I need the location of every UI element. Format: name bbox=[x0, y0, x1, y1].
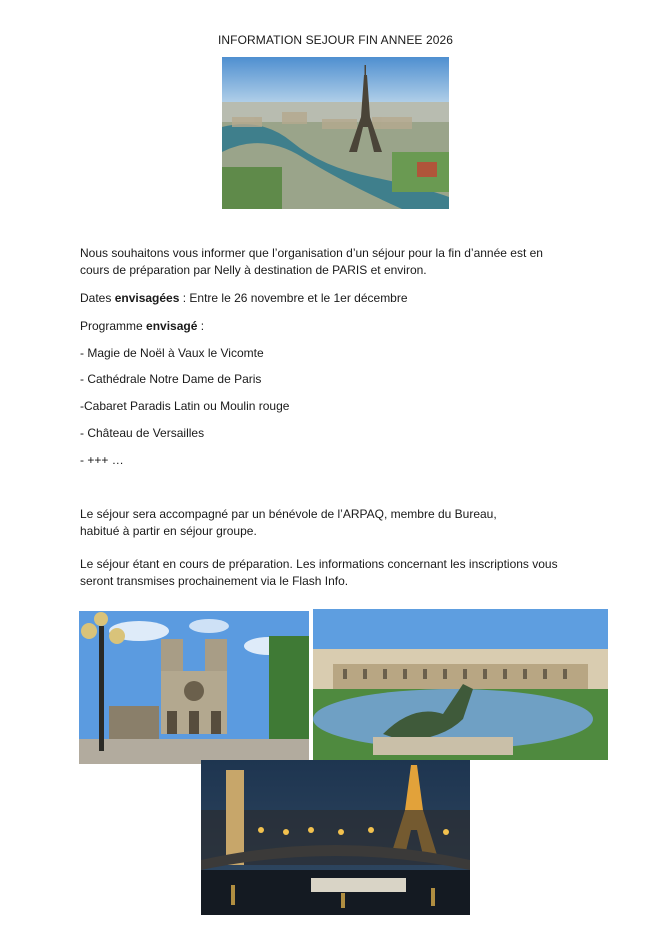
accompany-paragraph bbox=[80, 506, 580, 540]
intro-line-1: Nous souhaitons vous informer que l’organisation d’un séjour pour la fin d’année est en bbox=[80, 246, 543, 260]
programme-item: - Magie de Noël à Vaux le Vicomte bbox=[80, 346, 264, 360]
info-paragraph bbox=[80, 556, 580, 590]
intro-paragraph bbox=[80, 245, 580, 279]
accompany-line-2: habitué à partir en séjour groupe. bbox=[80, 524, 257, 538]
programme-item: - +++ … bbox=[80, 453, 124, 467]
info-line-1: Le séjour étant en cours de préparation. Les informations concernant les inscriptions vous bbox=[80, 557, 558, 571]
programme-item: -Cabaret Paradis Latin ou Moulin rouge bbox=[80, 399, 290, 413]
notre-dame-photo bbox=[79, 611, 309, 764]
programme-item: - Cathédrale Notre Dame de Paris bbox=[80, 372, 262, 386]
accompany-line-1: Le séjour sera accompagné par un bénévole de l’ARPAQ, membre du Bureau, bbox=[80, 507, 497, 521]
dates-label: Dates bbox=[80, 291, 115, 305]
programme-label: Programme bbox=[80, 319, 147, 333]
page-title: INFORMATION SEJOUR FIN ANNEE 2026 bbox=[217, 33, 454, 47]
programme-colon: : bbox=[197, 319, 205, 333]
dates-label-bold: envisagées bbox=[114, 291, 180, 305]
dates-line bbox=[80, 290, 580, 307]
programme-heading bbox=[80, 318, 580, 335]
eiffel-aerial-photo bbox=[222, 57, 449, 209]
info-line-2: seront transmises prochainement via le Flash Info. bbox=[80, 574, 349, 588]
dates-value: : Entre le 26 novembre et le 1er décembre bbox=[179, 291, 408, 305]
programme-label-bold: envisagé bbox=[146, 319, 198, 333]
programme-item: - Château de Versailles bbox=[80, 426, 205, 440]
paris-night-photo bbox=[201, 760, 470, 915]
intro-line-2: cours de préparation par Nelly à destination de PARIS et environ. bbox=[80, 263, 427, 277]
versailles-photo bbox=[313, 609, 608, 760]
